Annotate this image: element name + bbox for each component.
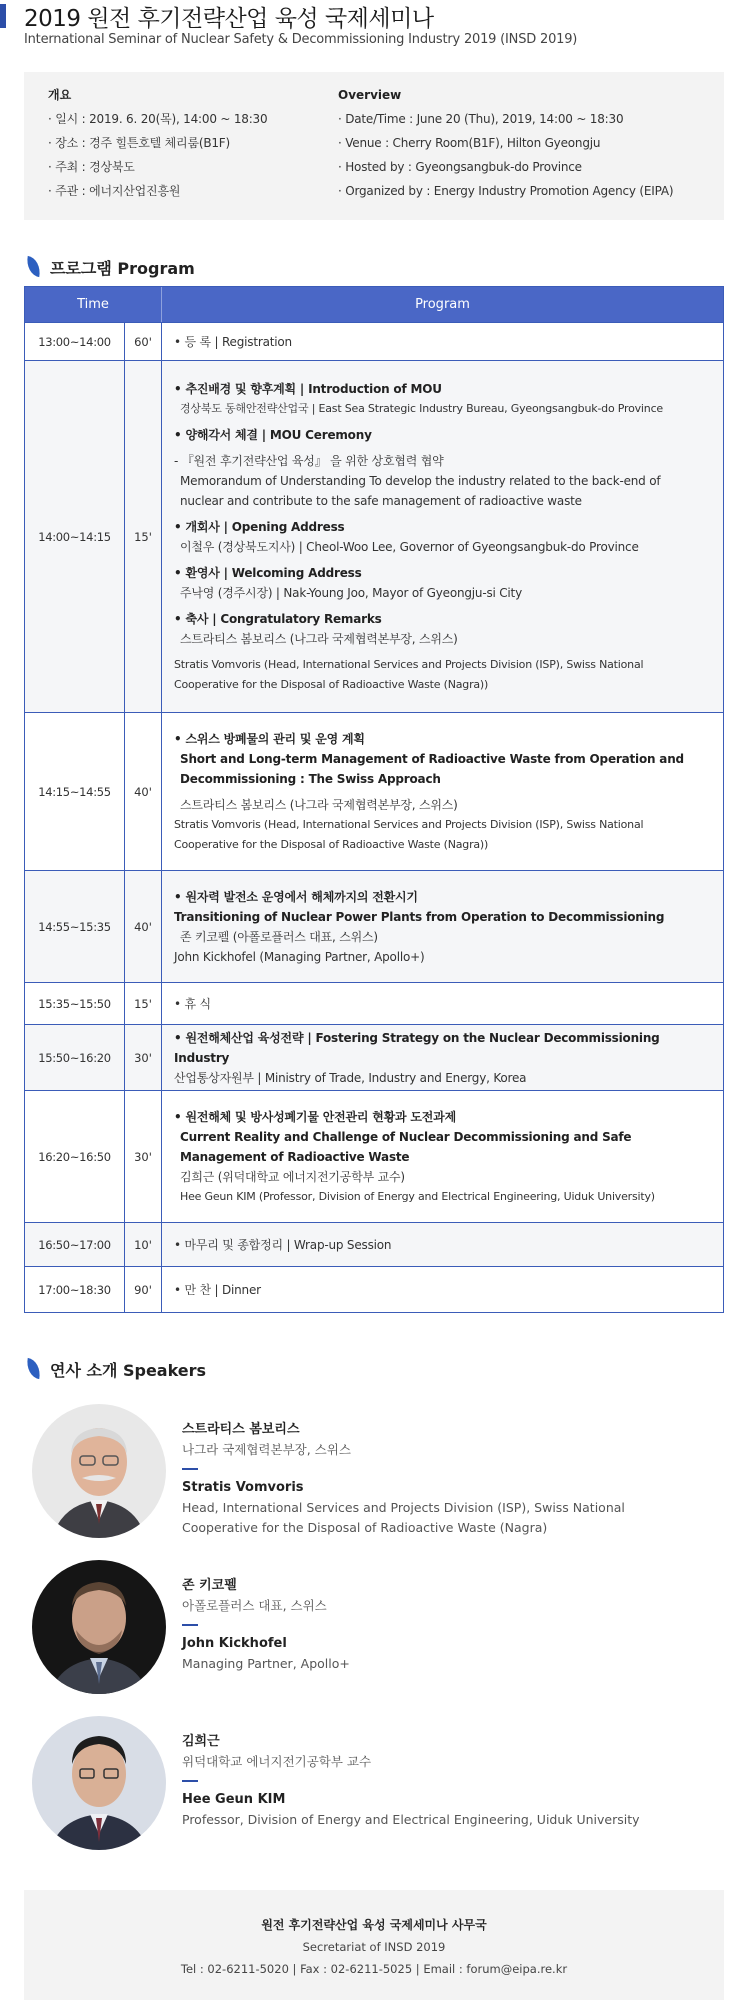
row-duration: 15' (125, 983, 162, 1024)
program-line: - 『원전 후기전략산업 육성』 을 위한 상호협력 협약 (174, 453, 444, 468)
table-body (25, 322, 723, 1312)
overview-en-host: · Hosted by : Gyeongsangbuk-do Province (338, 160, 582, 174)
overview-en-heading: Overview (338, 88, 402, 102)
speakers-heading: 연사 소개 Speakers (50, 1361, 207, 1380)
row-time: 15:35~15:50 (25, 983, 125, 1024)
program-line: • 개회사 | Opening Address (174, 519, 345, 534)
row-duration: 30' (125, 1091, 162, 1222)
program-line: 이철우 (경상북도지사) | Cheol-Woo Lee, Governor of Gyeongsangbuk-do Province (180, 539, 639, 554)
title-accent-bar (0, 4, 6, 28)
speaker-photo (32, 1716, 166, 1850)
program-line: Stratis Vomvoris (Head, International Services and Projects Division (ISP), Swiss National (174, 817, 644, 831)
speaker-position-en: Cooperative for the Disposal of Radioactive Waste (Nagra) (182, 1520, 548, 1535)
program-line: • 등 록 | Registration (174, 334, 292, 349)
table-row (25, 982, 723, 1024)
speaker-info (182, 1420, 702, 1538)
speakers-section-heading (24, 1356, 724, 1382)
program-line: • 원자력 발전소 운영에서 해체까지의 전환시기 (174, 889, 418, 904)
row-duration: 90' (125, 1267, 162, 1312)
speaker-position-en: Head, International Services and Projects Division (ISP), Swiss National (182, 1500, 625, 1515)
footer-contact: Tel : 02-6211-5020 | Fax : 02-6211-5025 | Email : forum@eipa.re.kr (180, 1962, 568, 1976)
speaker-name-en: Stratis Vomvoris (182, 1480, 304, 1495)
program-line: Current Reality and Challenge of Nuclear Decommissioning and Safe (180, 1129, 632, 1144)
speaker-name-en: John Kickhofel (182, 1636, 287, 1651)
speaker-position-ko: 나그라 국제협력본부장, 스위스 (182, 1442, 351, 1457)
overview-ko-date: · 일시 : 2019. 6. 20(목), 14:00 ~ 18:30 (48, 112, 268, 126)
page-header (0, 0, 747, 52)
table-row (25, 322, 723, 360)
row-time: 14:15~14:55 (25, 713, 125, 870)
speaker-name-ko: 존 키코펠 (182, 1578, 237, 1593)
program-line: Transitioning of Nuclear Power Plants from Operation to Decommissioning (174, 909, 665, 924)
program-line: • 만 찬 | Dinner (174, 1282, 261, 1297)
overview-ko-host: · 주최 : 경상북도 (48, 160, 135, 174)
overview-english (338, 86, 718, 206)
program-heading: 프로그램 Program (50, 259, 195, 278)
row-program (162, 1025, 723, 1090)
program-line: • 스위스 방폐물의 관리 및 운영 계획 (174, 731, 365, 746)
leaf-icon (24, 256, 42, 277)
program-line: Stratis Vomvoris (Head, International Services and Projects Division (ISP), Swiss National (174, 657, 644, 671)
overview-en-venue: · Venue : Cherry Room(B1F), Hilton Gyeongju (338, 136, 601, 150)
table-row (25, 1090, 723, 1222)
row-time: 16:50~17:00 (25, 1223, 125, 1266)
program-section-heading (24, 254, 724, 280)
speaker-photo (32, 1404, 166, 1538)
program-line: • 환영사 | Welcoming Address (174, 565, 362, 580)
table-row (25, 1222, 723, 1266)
speaker-position-en: Professor, Division of Energy and Electrical Engineering, Uiduk University (182, 1812, 640, 1827)
row-program (162, 1091, 723, 1222)
table-row (25, 360, 723, 712)
footer-secretariat: Secretariat of INSD 2019 (302, 1940, 446, 1954)
program-line: 경상북도 동해안전략산업국 | East Sea Strategic Industry Bureau, Gyeongsangbuk-do Province (180, 401, 663, 415)
row-program (162, 1267, 723, 1312)
program-line: Memorandum of Understanding To develop the industry related to the back-end of (180, 473, 661, 488)
program-line: • 마무리 및 종합정리 | Wrap-up Session (174, 1237, 392, 1252)
row-duration: 40' (125, 871, 162, 982)
row-duration: 30' (125, 1025, 162, 1090)
program-line: Short and Long-term Management of Radioactive Waste from Operation and (180, 751, 684, 766)
speaker-divider (182, 1624, 198, 1626)
row-duration: 60' (125, 323, 162, 360)
program-line: 스트라티스 봄보리스 (나그라 국제협력본부장, 스위스) (180, 631, 458, 646)
row-program (162, 361, 723, 712)
row-program (162, 983, 723, 1024)
program-line: 주낙영 (경주시장) | Nak-Young Joo, Mayor of Gyeongju-si City (180, 585, 522, 600)
page-title: 2019 원전 후기전략산업 육성 국제세미나 (24, 6, 434, 32)
speaker-position-ko: 위덕대학교 에너지전기공학부 교수 (182, 1754, 372, 1769)
program-line: • 원전해체산업 육성전략 | Fostering Strategy on the Nuclear Decommissioning Industry (174, 1030, 660, 1065)
row-time: 16:20~16:50 (25, 1091, 125, 1222)
program-line: • 원전해체 및 방사성폐기물 안전관리 현황과 도전과제 (174, 1109, 456, 1124)
row-time: 17:00~18:30 (25, 1267, 125, 1312)
speaker-card (32, 1716, 722, 1856)
overview-ko-venue: · 장소 : 경주 힐튼호텔 체리룸(B1F) (48, 136, 230, 150)
column-header-time: Time (25, 287, 162, 322)
speaker-info (182, 1732, 702, 1830)
speaker-name-en: Hee Geun KIM (182, 1792, 286, 1807)
program-line: 스트라티스 봄보리스 (나그라 국제협력본부장, 스위스) (180, 797, 458, 812)
overview-ko-heading: 개요 (48, 88, 72, 102)
speaker-divider (182, 1468, 198, 1470)
speaker-position-en: Managing Partner, Apollo+ (182, 1656, 350, 1671)
program-line: 김희근 (위덕대학교 에너지전기공학부 교수) (180, 1169, 405, 1184)
row-program (162, 1223, 723, 1266)
program-line: Management of Radioactive Waste (180, 1149, 410, 1164)
column-header-program: Program (415, 297, 470, 312)
table-row (25, 1266, 723, 1312)
program-line: nuclear and contribute to the safe management of radioactive waste (180, 493, 582, 508)
row-duration: 15' (125, 361, 162, 712)
program-line: • 양해각서 체결 | MOU Ceremony (174, 427, 372, 442)
overview-en-date: · Date/Time : June 20 (Thu), 2019, 14:00 ~ 18:30 (338, 112, 624, 126)
page-subtitle: International Seminar of Nuclear Safety & Decommissioning Industry 2019 (INSD 2019) (24, 32, 578, 47)
secretariat-footer (24, 1890, 724, 2000)
row-time: 13:00~14:00 (25, 323, 125, 360)
footer-organization: 원전 후기전략산업 육성 국제세미나 사무국 (261, 1918, 487, 1932)
program-line: Hee Geun KIM (Professor, Division of Energy and Electrical Engineering, Uiduk University) (180, 1189, 655, 1203)
row-time: 14:00~14:15 (25, 361, 125, 712)
row-time: 14:55~15:35 (25, 871, 125, 982)
overview-korean (48, 86, 328, 206)
speaker-card (32, 1560, 722, 1700)
program-line: • 추진배경 및 향후계획 | Introduction of MOU (174, 381, 442, 396)
program-line: John Kickhofel (Managing Partner, Apollo+) (174, 949, 425, 964)
program-line: Decommissioning : The Swiss Approach (180, 771, 441, 786)
speaker-photo (32, 1560, 166, 1694)
program-line: Cooperative for the Disposal of Radioactive Waste (Nagra)) (174, 677, 489, 691)
table-row (25, 870, 723, 982)
speaker-position-ko: 아폴로플러스 대표, 스위스 (182, 1598, 327, 1613)
speaker-name-ko: 김희근 (182, 1734, 220, 1749)
table-row (25, 1024, 723, 1090)
program-line: 존 키코펠 (아폴로플러스 대표, 스위스) (180, 929, 378, 944)
program-line: Cooperative for the Disposal of Radioactive Waste (Nagra)) (174, 837, 489, 851)
overview-box (24, 72, 724, 220)
row-duration: 40' (125, 713, 162, 870)
table-header (25, 287, 723, 322)
program-line: • 휴 식 (174, 996, 211, 1011)
row-duration: 10' (125, 1223, 162, 1266)
row-program (162, 713, 723, 870)
speaker-name-ko: 스트라티스 봄보리스 (182, 1422, 300, 1437)
program-line: • 축사 | Congratulatory Remarks (174, 611, 382, 626)
program-table (24, 286, 724, 1313)
row-program (162, 323, 723, 360)
speaker-divider (182, 1780, 198, 1782)
speaker-info (182, 1576, 702, 1674)
speaker-card (32, 1404, 722, 1544)
table-row (25, 712, 723, 870)
overview-en-organizer: · Organized by : Energy Industry Promotion Agency (EIPA) (338, 184, 674, 198)
leaf-icon (24, 1358, 42, 1379)
row-program (162, 871, 723, 982)
program-line: 산업통상자원부 | Ministry of Trade, Industry and Energy, Korea (174, 1070, 527, 1085)
overview-ko-organizer: · 주관 : 에너지산업진흥원 (48, 184, 181, 198)
row-time: 15:50~16:20 (25, 1025, 125, 1090)
